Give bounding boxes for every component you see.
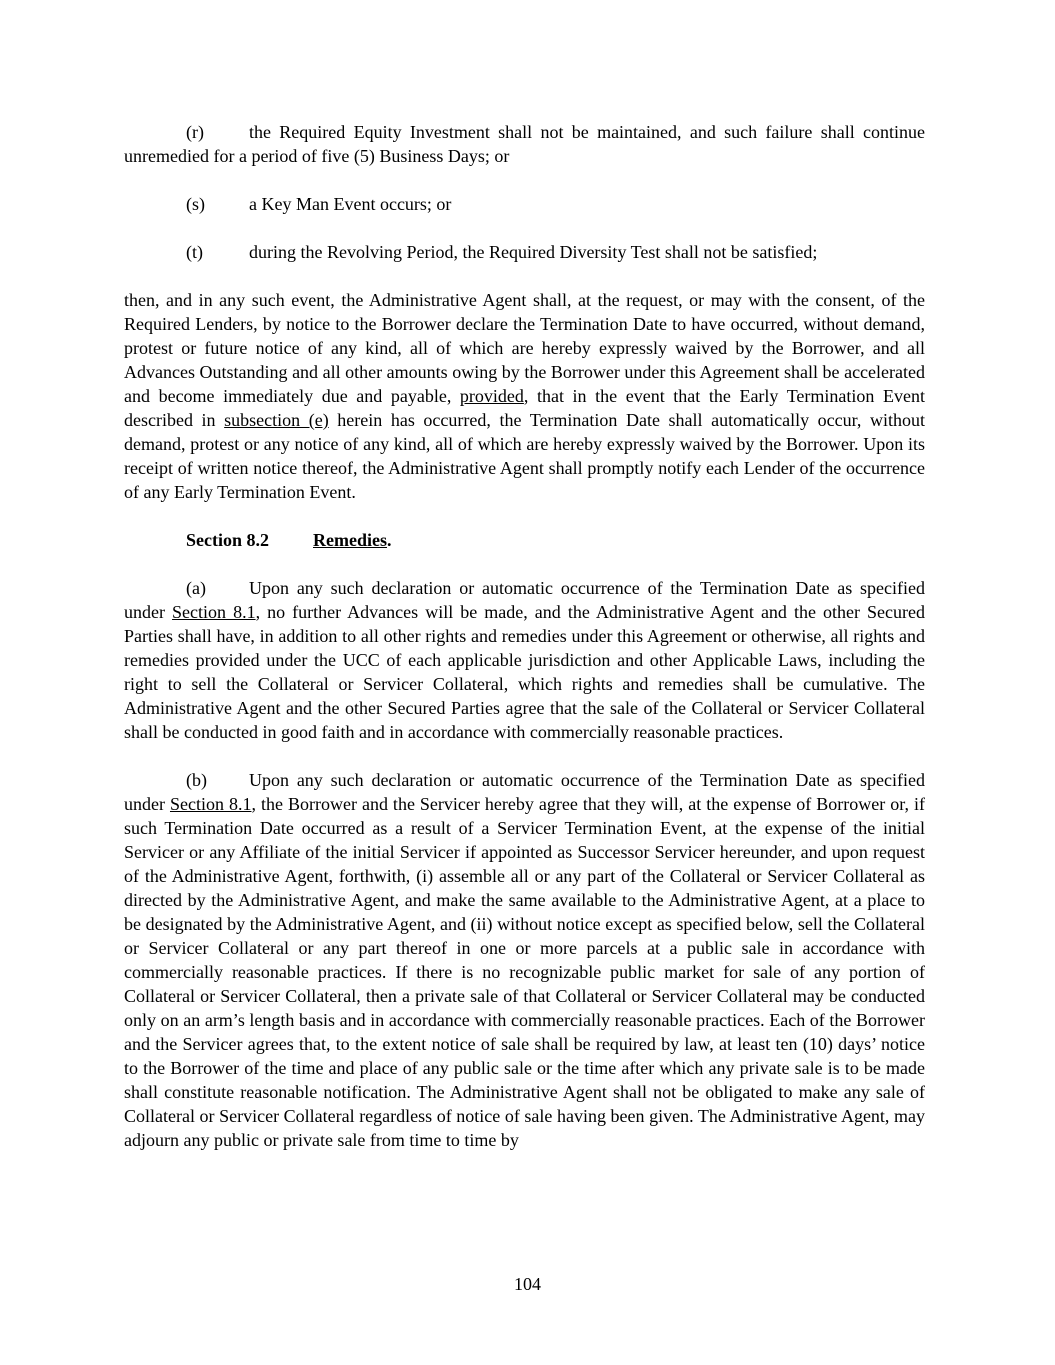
clause-s-text-run: a Key Man Event occurs; or	[249, 194, 452, 214]
clause-b-text-run: Upon any such declaration or automatic occurrence of the Termination Date as specified under	[124, 770, 925, 814]
clause-a-underlined-text: Section 8.1	[172, 602, 256, 622]
clause-a	[124, 576, 925, 744]
clause-a-text-run: Upon any such declaration or automatic occurrence of the Termination Date as specified under	[124, 578, 925, 622]
acceleration-paragraph-text-run: then, and in any such event, the Administrative Agent shall, at the request, or may with the consent, of the Required Lenders, by notice to the Borrower declare the Termination Date to have occurred, without demand, protest or future notice of any kind, all of which are hereby expressly waived by the Borrower, and all Advances Outstanding and all other amounts owing by the Borrower under this Agreement shall be accelerated and become immediately due and payable,	[124, 290, 925, 406]
section-8-2-heading	[124, 528, 925, 552]
clause-b	[124, 768, 925, 1152]
clause-s	[124, 192, 925, 216]
acceleration-paragraph-text-run: , that in the event that the Early Termination Event described in	[124, 386, 925, 430]
acceleration-paragraph-underlined-text: subsection (e)	[224, 410, 329, 430]
section-8-2-heading-underlined-text: Remedies	[313, 530, 387, 550]
section-8-2-heading-text-run: .	[386, 530, 392, 550]
clause-s-label: (s)	[186, 194, 205, 214]
acceleration-paragraph	[124, 288, 925, 504]
clause-t-label: (t)	[186, 242, 203, 262]
clause-a-text-run: , no further Advances will be made, and the Administrative Agent and the other Secured Parties shall have, in addition to all other rights and remedies under this Agreement or otherwise, all rights and remedies provided under the UCC of each applicable jurisdiction and other Applicable Laws, including the right to sell the Collateral or Servicer Collateral, which rights and remedies shall be cumulative. The Administrative Agent and the other Secured Parties agree that the sale of the Collateral or Servicer Collateral shall be conducted in good faith and in accordance with commercially reasonable practices.	[124, 602, 926, 742]
clause-b-label: (b)	[186, 770, 207, 790]
clause-b-text-run: , the Borrower and the Servicer hereby agree that they will, at the expense of Borrower or, if such Termination Date occurred as a result of a Servicer Termination Event, at the expense of the initial Servicer or any Affiliate of the initial Servicer if appointed as Successor Servicer hereunder, and upon request of the Administrative Agent, forthwith, (i) assemble all or any part of the Collateral or Servicer Collateral as directed by the Administrative Agent, and make the same available to the Administrative Agent, at a place to be designated by the Administrative Agent, and (ii) without notice except as specified below, sell the Collateral or Servicer Collateral or any part thereof in one or more parcels at a public sale in accordance with commercially reasonable practices. If there is no recognizable public market for sale of any portion of Collateral or Servicer Collateral, then a private sale of that Collateral or Servicer Collateral may be conducted only on an arm’s length basis and in accordance with commercially reasonable practices. Each of the Borrower and the Servicer agrees that, to the extent notice of sale shall be required by law, at least ten (10) days’ notice to the Borrower of the time and place of any public sale or the time after which any private sale is to be made shall constitute reasonable notification. The Administrative Agent shall not be obligated to make any sale of Collateral or Servicer Collateral regardless of notice of sale having been given. The Administrative Agent, may adjourn any public or private sale from time to time by	[124, 794, 925, 1150]
clause-b-underlined-text: Section 8.1	[169, 794, 252, 814]
clause-t	[124, 240, 925, 264]
acceleration-paragraph-text-run: herein has occurred, the Termination Date shall automatically occur, without demand, protest or any notice of any kind, all of which are hereby expressly waived by the Borrower. Upon its receipt of written notice thereof, the Administrative Agent shall promptly notify each Lender of the occurrence of any Early Termination Event.	[124, 410, 926, 502]
section-8-2-heading-label: Section 8.2	[186, 530, 269, 550]
clause-t-text-run: during the Revolving Period, the Required Diversity Test shall not be satisfied;	[249, 242, 818, 262]
page-number: 104	[514, 1274, 541, 1294]
clause-r	[124, 120, 925, 168]
document-body	[124, 120, 925, 1176]
acceleration-paragraph-underlined-text: provided	[459, 386, 524, 406]
clause-r-label: (r)	[186, 122, 204, 142]
clause-a-label: (a)	[186, 578, 206, 598]
clause-r-text-run: the Required Equity Investment shall not be maintained, and such failure shall continue unremedied for a period of five (5) Business Days; or	[124, 122, 925, 166]
